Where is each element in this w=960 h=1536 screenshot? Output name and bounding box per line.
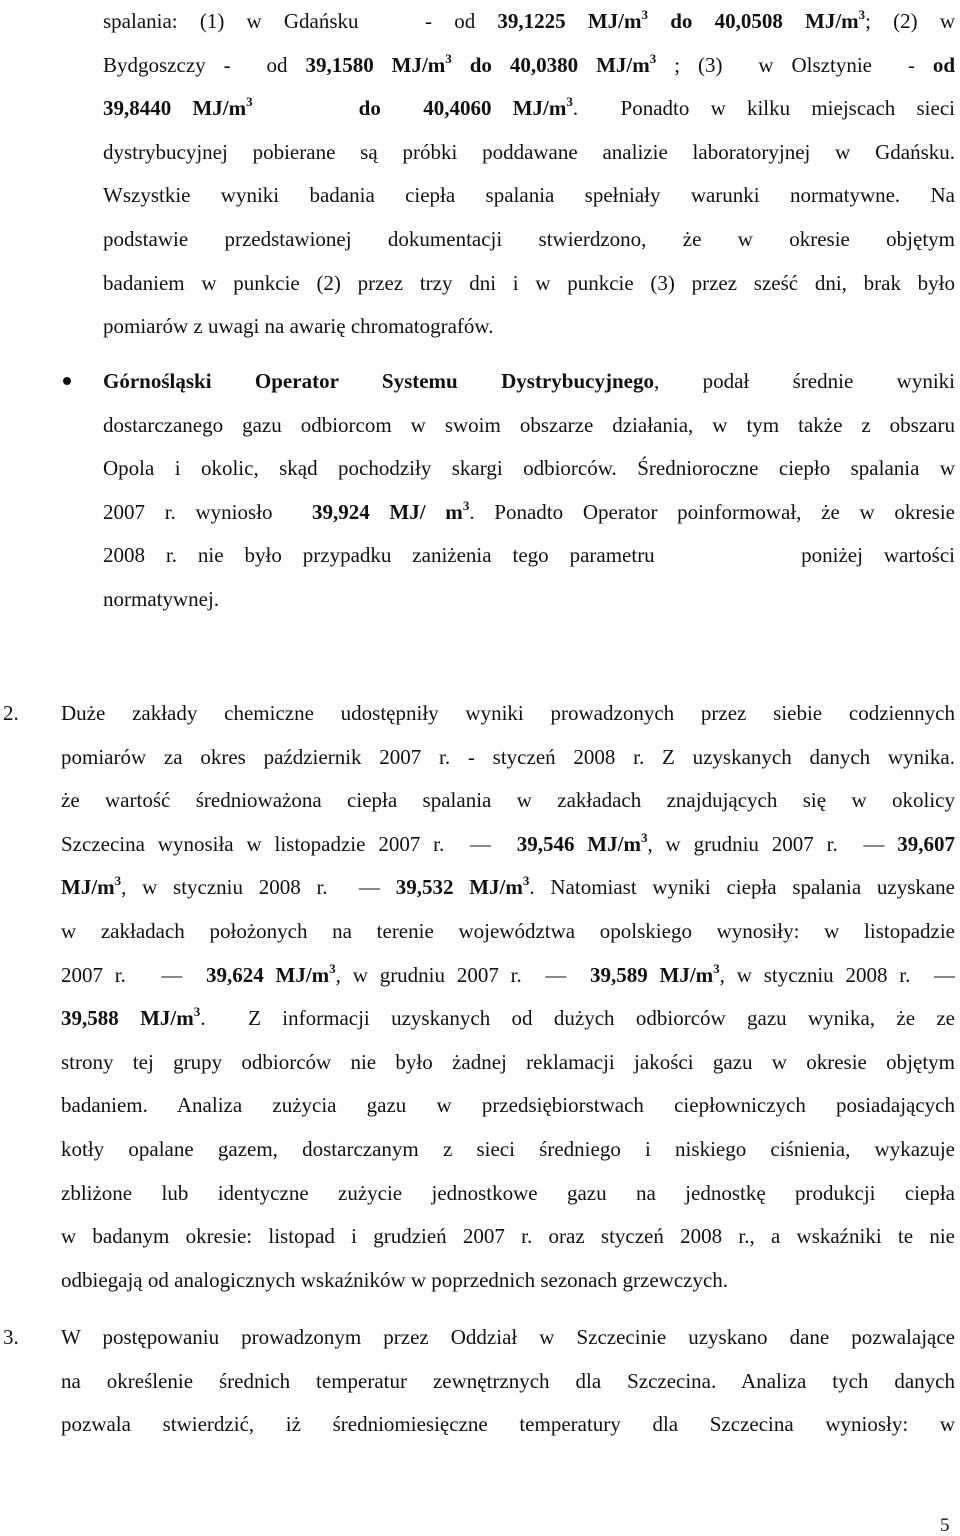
text-line: podstawie przedstawionej dokumentacji stwierdzono, że w okresie objętym — [103, 226, 955, 251]
text-line: dystrybucyjnej pobierane są próbki poddawane analizie laboratoryjnej w Gdańsku. — [103, 139, 955, 164]
text-line: Szczecina wynosiła w listopadzie 2007 r. — 39,546 $MJ/m^3$, w grudniu 2007 r. — 39,607 — [61, 829, 955, 856]
text-line: 2007 r. — 39,624 $MJ/m^3$, w grudniu 2007 r. — 39,589 $MJ/m^3$, w styczniu 2008 r. — — [61, 960, 955, 987]
page-number: 5 — [940, 1515, 950, 1536]
text-line: w badanym okresie: listopad i grudzień 2007 r. oraz styczeń 2008 r., a wskaźniki te nie — [61, 1224, 955, 1249]
text-line: dostarczanego gazu odbiorcom w swoim obszarze działania, w tym także z obszaru — [103, 412, 955, 437]
text-line: zbliżone lub identyczne zużycie jednostkowe gazu na jednostkę produkcji ciepła — [61, 1180, 955, 1205]
list-number: 2. — [3, 701, 19, 725]
text-line: badaniem. Analiza zużycia gazu w przedsiębiorstwach ciepłowniczych posiadających — [61, 1093, 955, 1118]
text-line: pomiarów z uwagi na awarię chromatografów. — [103, 314, 494, 339]
text-line: Górnośląski Operator Systemu Dystrybucyjnego, podał średnie wyniki — [103, 369, 955, 393]
text-line: normatywnej. — [103, 586, 220, 611]
bullet-icon — [63, 377, 71, 385]
text-line: 39,588 $MJ/m^3$. Z informacji uzyskanych od dużych odbiorców gazu wynika, że ze — [61, 1004, 955, 1031]
operator-name: Górnośląski Operator Systemu Dystrybucyjnego — [103, 369, 654, 393]
text-line: w zakładach położonych na terenie województwa opolskiego wynosiły: w listopadzie — [61, 918, 955, 943]
list-number: 3. — [3, 1325, 19, 1349]
list-item-2 — [61, 692, 955, 1302]
text-line: odbiegają od analogicznych wskaźników w poprzednich sezonach grzewczych. — [61, 1267, 729, 1292]
text-line: strony tej grupy odbiorców nie było żadnej reklamacji jakości gazu w okresie objętym — [61, 1049, 955, 1074]
text-line: Bydgoszczy - od 39,1580 $MJ/m^3$ do 40,0380 $MJ/m^3$ ; (3) w Olsztynie - od — [103, 50, 955, 77]
text-line: 2007 r. wyniosło 39,924 MJ/ $m^3$. Ponadto Operator poinformował, że w okresie — [103, 497, 955, 524]
text-line: 2008 r. nie było przypadku zaniżenia tego parametru poniżej wartości — [103, 543, 955, 568]
text-line: W postępowaniu prowadzonym przez Oddział w Szczecinie uzyskano dane pozwalające — [61, 1325, 955, 1349]
text-line: Opola i okolic, skąd pochodziły skargi odbiorców. Średnioroczne ciepło spalania w — [103, 456, 955, 481]
text-line: Duże zakłady chemiczne udostępniły wyniki prowadzonych przez siebie codziennych — [61, 701, 955, 725]
text-line: badaniem w punkcie (2) przez trzy dni i w punkcie (3) przez sześć dni, brak było — [103, 270, 955, 295]
text-line: $MJ/m^3$, w styczniu 2008 r. — 39,532 $MJ/m^3$. Natomiast wyniki ciepła spalania uzyskane — [61, 873, 955, 900]
text-line: pozwala stwierdzić, iż średniomiesięczne temperatury dla Szczecina wyniosły: w — [61, 1412, 955, 1437]
text-line: na określenie średnich temperatur zewnętrznych dla Szczecina. Analiza tych danych — [61, 1368, 955, 1393]
paragraph-intro — [103, 0, 955, 349]
text-line: Wszystkie wyniki badania ciepła spalania spełniały warunki normatywne. Na — [103, 183, 955, 208]
list-item-3 — [61, 1316, 955, 1447]
text-line: że wartość średnioważona ciepła spalania w zakładach znajdujących się w okolicy — [61, 788, 955, 813]
text-line: pomiarów za okres październik 2007 r. - styczeń 2008 r. Z uzyskanych danych wynika. — [61, 744, 955, 769]
text-line: spalania: (1) w Gdańsku - od 39,1225 $MJ/m^3$ do 40,0508 $MJ/m^3$; (2) w — [103, 7, 955, 33]
bullet-item-gorn-osd — [103, 360, 955, 622]
text-line: 39,8440 $MJ/m^3$ do 40,4060 $MJ/m^3$. Ponadto w kilku miejscach sieci — [103, 94, 955, 121]
text-line: kotły opalane gazem, dostarczanym z sieci średniego i niskiego ciśnienia, wykazuje — [61, 1136, 955, 1161]
